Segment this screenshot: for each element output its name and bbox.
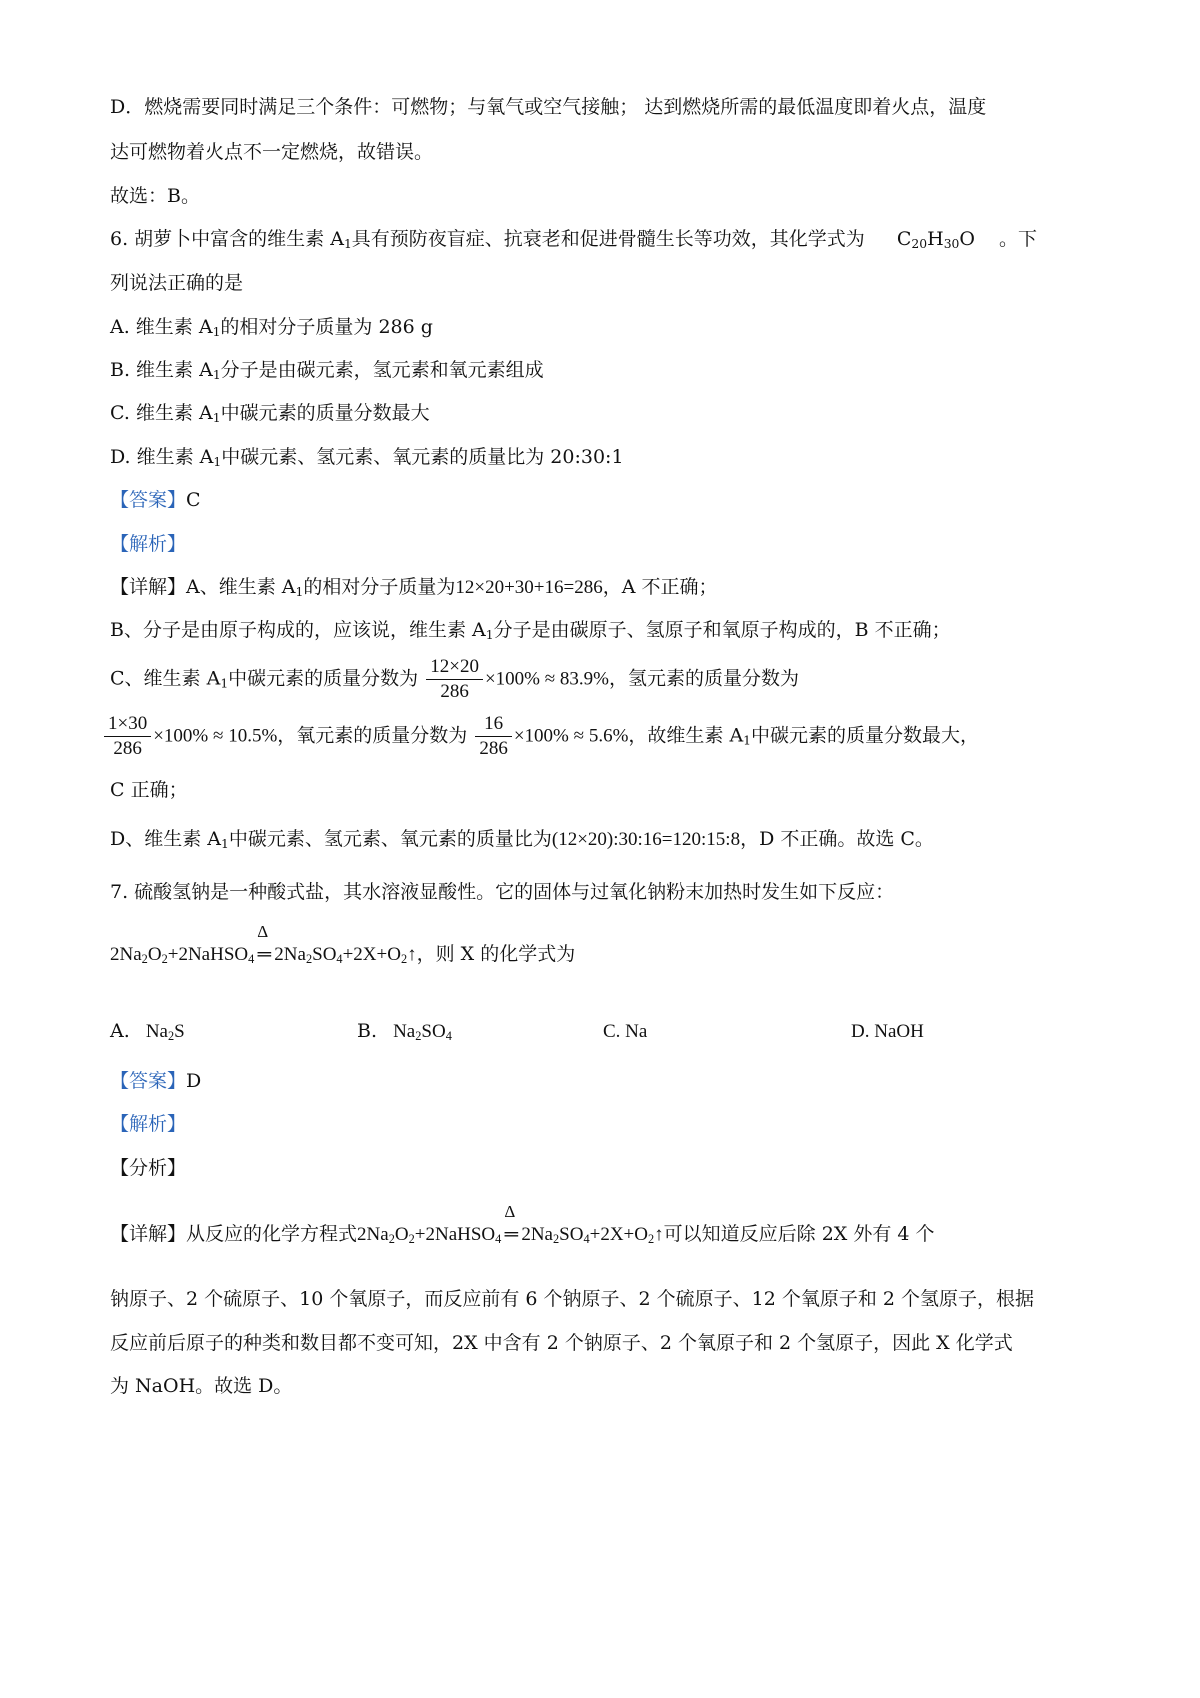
heat-condition: Δ ═	[504, 1202, 519, 1245]
option-c: C. 维生素 $A_1$中碳元素的质量分数最大	[110, 402, 430, 426]
heat-condition: Δ ═	[257, 922, 272, 965]
q7-option-c: C. Na	[603, 1021, 648, 1042]
question-6-stem-2: 列说法正确的是	[110, 272, 244, 294]
detail-q7-2: 钠原子、2 个硫原子、10 个氧原子，而反应前有 6 个钠原子、2 个硫原子、12 个氧原子和 2 个氢原子，根据	[110, 1288, 1035, 1310]
analysis-line	[110, 1115, 186, 1134]
analysis-tag: 【解析】	[110, 533, 187, 555]
fraction: $\frac{12\times 20}{286}$	[426, 655, 483, 704]
detail-d: D、维生素 $A_1$中碳元素、氢元素、氧元素的质量比为(12×20):30:16=120:15:8，D 不正确。故选 C。	[110, 828, 934, 852]
option-b: B. 维生素 $A_1$分子是由碳元素，氢元素和氧元素组成	[110, 359, 544, 383]
chemical-formula: $C_{20}H_{30}O$	[896, 228, 975, 252]
detail-q7-1: 【详解】从反应的化学方程式$2Na_2O_2+2NaHSO_4$ Δ ═ $2Na_2SO_4+2X+O_2↑$可以知道反应后除 2X 外有 4 个	[110, 1202, 935, 1247]
question-6-stem: 6. 胡萝卜中富含的维生素 $A_1$具有预防夜盲症、抗衰老和促进骨髓生长等功效，其化学式为 $C_{20}H_{30}O$ 。下	[110, 228, 1038, 252]
fraction: $\frac{16}{286}$	[475, 712, 512, 761]
analysis2-line: 【分析】	[110, 1157, 187, 1179]
detail-c-2: $\frac{1\times 30}{286}$ ×100% ≈ 10.5%，氧元素的质量分数为 $\frac{16}{286}$ ×100% ≈ 5.6%，故维生素 $A_1$中碳元素的质量分数最大，	[102, 712, 979, 761]
detail-b: B、分子是由原子构成的，应该说，维生素 $A_1$分子是由碳原子、氢原子和氧原子构成的，B 不正确；	[110, 619, 951, 643]
detail-q7-3: 反应前后原子的种类和数目都不变可知，2X 中含有 2 个钠原子、2 个氧原子和 2 个氢原子，因此 X 化学式	[110, 1332, 1013, 1354]
question-7-stem: 7. 硫酸氢钠是一种酸式盐，其水溶液显酸性。它的固体与过氧化钠粉末加热时发生如下反应：	[110, 881, 895, 903]
answer-tag: 【答案】	[110, 489, 187, 511]
fraction: $\frac{1\times 30}{286}$	[104, 712, 151, 761]
q7-option-b: B. $Na_2SO_4$	[357, 1020, 452, 1044]
analysis-tag: 【解析】	[110, 1113, 187, 1135]
text-line: 达可燃物着火点不一定燃烧，故错误。	[110, 141, 434, 163]
q7-option-a: A. $Na_2S$	[110, 1020, 185, 1044]
answer-line: 【答案】D	[110, 1070, 202, 1092]
answer-line: 【答案】C	[110, 489, 201, 511]
detail-a: 【详解】A、维生素 $A_1$的相对分子质量为12×20+30+16=286，A 不正确；	[110, 576, 718, 600]
q7-option-d: D. NaOH	[851, 1021, 924, 1042]
option-a: A. 维生素 $A_1$的相对分子质量为 286 g	[110, 316, 433, 340]
detail-c-3: C 正确；	[110, 779, 188, 801]
chemical-equation: $2Na_2O_2+2NaHSO_4$ Δ ═ $2Na_2SO_4+2X+O_2↑$，则 X 的化学式为	[110, 922, 576, 967]
option-d: D. 维生素 $A_1$中碳元素、氢元素、氧元素的质量比为 20:30:1	[110, 446, 624, 470]
text-line: 故选：B。	[110, 185, 200, 207]
analysis-line	[110, 535, 186, 554]
answer-tag: 【答案】	[110, 1070, 187, 1092]
detail-c-1: C、维生素 $A_1$中碳元素的质量分数为 $\frac{12\times 20}{286}$ ×100% ≈ 83.9%，氢元素的质量分数为	[110, 656, 800, 702]
text-line: D．燃烧需要同时满足三个条件：可燃物；与氧气或空气接触； 达到燃烧所需的最低温度即着火点，温度	[110, 96, 987, 118]
detail-q7-4: 为 NaOH。故选 D。	[110, 1375, 293, 1397]
